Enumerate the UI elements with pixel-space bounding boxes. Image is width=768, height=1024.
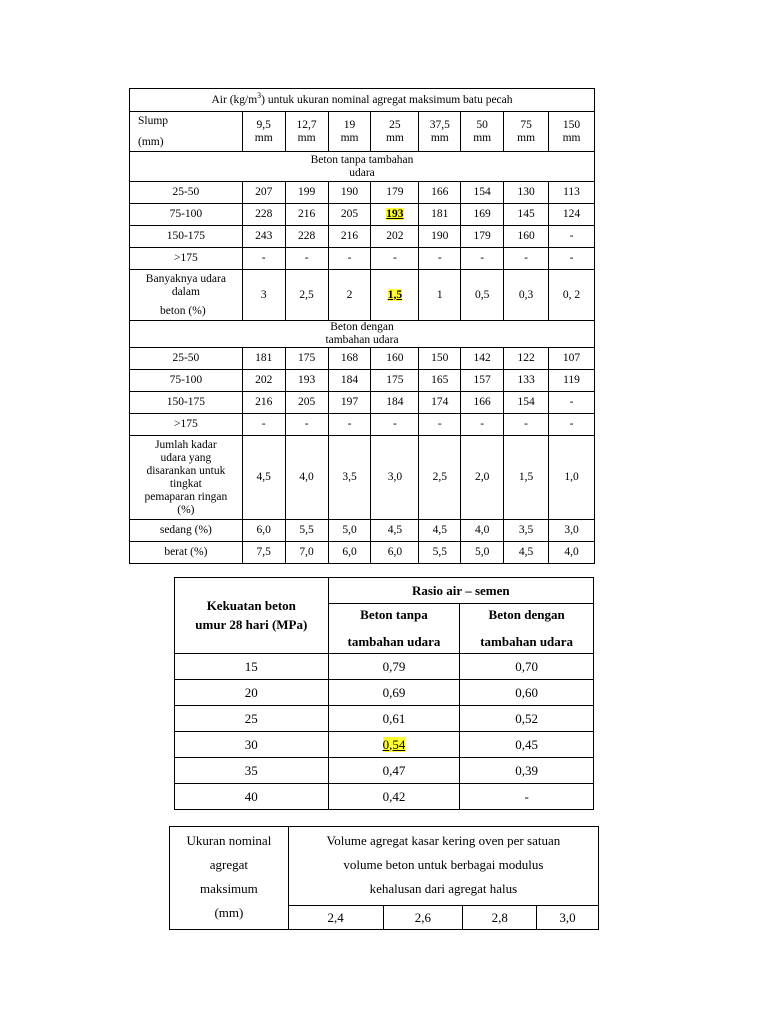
table-cell: 2,4 <box>288 906 383 930</box>
table-cell: tingkat <box>169 477 202 490</box>
recommended-air-label <box>130 436 243 520</box>
table-cell: 0,61 <box>328 706 460 732</box>
table-row <box>130 248 595 270</box>
table-cell: kehalusan dari agregat halus <box>369 881 518 896</box>
table-cell: 20 <box>175 680 329 706</box>
table-cell: 157 <box>461 370 504 392</box>
table-cell: 154 <box>461 182 504 204</box>
table-cell: mm <box>297 131 316 144</box>
table-cell: - <box>549 226 595 248</box>
table-cell: - <box>371 414 419 436</box>
table-cell: 133 <box>504 370 549 392</box>
table-cell: 3,5 <box>328 436 371 520</box>
table-cell: mm <box>473 131 492 144</box>
table-cell: 113 <box>549 182 595 204</box>
table-cell: >175 <box>130 414 243 436</box>
table-cell: 7,0 <box>285 542 328 564</box>
table-cell: - <box>549 414 595 436</box>
table-row <box>130 348 595 370</box>
table-cell: disarankan untuk <box>146 464 226 477</box>
table-cell: 9,5 <box>256 118 271 131</box>
table-cell: 179 <box>461 226 504 248</box>
table-cell: 107 <box>549 348 595 370</box>
ratio-header: Rasio air – semen <box>328 578 593 604</box>
table-cell: 190 <box>328 182 371 204</box>
table-cell: dalam <box>171 285 200 298</box>
table-cell: 75-100 <box>130 204 243 226</box>
table-cell: - <box>504 414 549 436</box>
table-cell: Jumlah kadar <box>155 438 217 451</box>
table-cell: pemaparan ringan <box>144 490 228 503</box>
section-header-non-air <box>130 152 595 182</box>
table-cell: 145 <box>504 204 549 226</box>
table-cell: Air (kg/m <box>211 93 258 106</box>
volume-header <box>288 827 598 906</box>
table-cell: 228 <box>242 204 285 226</box>
table-cell: - <box>460 784 594 810</box>
table-cell: tambahan udara <box>347 634 441 649</box>
table-cell: 184 <box>328 370 371 392</box>
table-cell: 184 <box>371 392 419 414</box>
table-cell: 207 <box>242 182 285 204</box>
table-cell: 3,0 <box>537 906 599 930</box>
table-cell: 169 <box>461 204 504 226</box>
table-cell: 122 <box>504 348 549 370</box>
table-cell: mm <box>517 131 536 144</box>
table-cell: 166 <box>419 182 461 204</box>
table-cell: 50 <box>476 118 488 131</box>
table-cell: - <box>285 414 328 436</box>
table-cell: berat (%) <box>130 542 243 564</box>
table-cell: 205 <box>328 204 371 226</box>
table-cell: 165 <box>419 370 461 392</box>
table-cell: 130 <box>504 182 549 204</box>
table-cell: 174 <box>419 392 461 414</box>
table-cell: 75-100 <box>130 370 243 392</box>
table-cell: - <box>328 414 371 436</box>
table-cell: - <box>549 392 595 414</box>
air-content-label <box>130 270 243 321</box>
table-cell: mm <box>430 131 449 144</box>
table-cell: 175 <box>371 370 419 392</box>
table-cell: 205 <box>285 392 328 414</box>
table-cell: 166 <box>461 392 504 414</box>
size-header <box>549 112 595 152</box>
table-cell: 160 <box>504 226 549 248</box>
size-header <box>371 112 419 152</box>
table-cell: 4,5 <box>504 542 549 564</box>
table-cell: 2,8 <box>463 906 537 930</box>
table-cell: 0, 2 <box>549 270 595 321</box>
table-cell: 0,39 <box>460 758 594 784</box>
table-cell: mm <box>385 131 404 144</box>
coarse-aggregate-volume-table <box>169 826 599 930</box>
highlighted-value: 193 <box>386 208 404 220</box>
table-cell: - <box>242 414 285 436</box>
table-cell: - <box>371 248 419 270</box>
table-cell: 4,5 <box>419 520 461 542</box>
table-cell: 0,69 <box>328 680 460 706</box>
table-row <box>175 680 594 706</box>
table-row <box>130 204 595 226</box>
table-cell: 3,0 <box>371 436 419 520</box>
table-cell: Beton tanpa tambahan <box>310 153 414 166</box>
table-cell: 19 <box>343 118 356 131</box>
table-cell: 0,79 <box>328 654 460 680</box>
table-cell: 25 <box>175 706 329 732</box>
table-cell: 202 <box>371 226 419 248</box>
table-cell: umur 28 hari (MPa) <box>195 617 308 632</box>
table-cell: 6,0 <box>328 542 371 564</box>
table-row <box>130 436 595 520</box>
table-cell: udara <box>349 166 375 179</box>
table-cell: 75 <box>520 118 532 131</box>
table-cell: 2,0 <box>461 436 504 520</box>
table-cell: Ukuran nominal <box>186 833 272 848</box>
table-cell: - <box>328 248 371 270</box>
table-cell: 4,0 <box>549 542 595 564</box>
table-cell: sedang (%) <box>130 520 243 542</box>
table-cell: mm <box>254 131 273 144</box>
table-cell: 0,60 <box>460 680 594 706</box>
size-header <box>461 112 504 152</box>
table-cell: tambahan udara <box>480 634 574 649</box>
table-cell: 0,42 <box>328 784 460 810</box>
table-cell: 25 <box>389 118 401 131</box>
table-cell: 181 <box>242 348 285 370</box>
size-header <box>419 112 461 152</box>
table-cell: 5,5 <box>419 542 461 564</box>
table-cell: 179 <box>371 182 419 204</box>
table-cell: 5,0 <box>328 520 371 542</box>
table-row <box>130 182 595 204</box>
table-cell: 150 <box>419 348 461 370</box>
table-cell: 0,52 <box>460 706 594 732</box>
table-cell: 15 <box>175 654 329 680</box>
table-cell: 190 <box>419 226 461 248</box>
non-air-header <box>328 604 460 654</box>
table-cell: 216 <box>242 392 285 414</box>
table-cell: 2,6 <box>383 906 463 930</box>
table-cell: volume beton untuk berbagai modulus <box>343 857 544 872</box>
highlighted-value: 1,5 <box>387 288 403 301</box>
water-content-table <box>129 88 595 564</box>
table-cell: 4,0 <box>461 520 504 542</box>
table-cell: (%) <box>177 503 195 516</box>
table-cell: 199 <box>285 182 328 204</box>
table-cell: - <box>419 414 461 436</box>
table-cell: 193 <box>285 370 328 392</box>
table-cell: 4,5 <box>371 520 419 542</box>
table-row <box>130 542 595 564</box>
table-cell: 7,5 <box>242 542 285 564</box>
section-header-air-entrained <box>130 321 595 348</box>
table-cell: 2,5 <box>419 436 461 520</box>
table-cell: 5,5 <box>285 520 328 542</box>
table-cell: 243 <box>242 226 285 248</box>
strength-header <box>175 578 329 654</box>
table-cell: mm <box>562 131 581 144</box>
table-row <box>130 370 595 392</box>
table-cell: 3,0 <box>549 520 595 542</box>
table-cell: 5,0 <box>461 542 504 564</box>
table-cell: 6,0 <box>371 542 419 564</box>
table-row <box>130 270 595 321</box>
table-cell: 175 <box>285 348 328 370</box>
table-cell: >175 <box>130 248 243 270</box>
size-header <box>242 112 285 152</box>
table-cell: - <box>285 248 328 270</box>
table-cell: (mm) <box>138 136 164 148</box>
table-cell: 150-175 <box>130 226 243 248</box>
table-cell: 35 <box>175 758 329 784</box>
table-cell: 202 <box>242 370 285 392</box>
table-cell: 2,5 <box>285 270 328 321</box>
table-cell: 25-50 <box>130 348 243 370</box>
table-cell: - <box>504 248 549 270</box>
table-cell: 6,0 <box>242 520 285 542</box>
table-row <box>175 732 594 758</box>
table-row <box>130 226 595 248</box>
table-cell: Slump <box>138 115 169 127</box>
highlighted-value: 0,54 <box>382 736 406 752</box>
table-cell: agregat <box>209 857 249 872</box>
table-cell: maksimum <box>200 881 258 896</box>
table-cell: 30 <box>175 732 329 758</box>
table-cell: 228 <box>285 226 328 248</box>
table-cell: 3 <box>242 270 285 321</box>
table-cell: 1 <box>419 270 461 321</box>
size-header <box>504 112 549 152</box>
table-row <box>130 520 595 542</box>
table-cell: Volume agregat kasar kering oven per satuan <box>326 833 561 848</box>
table-cell: 3,5 <box>504 520 549 542</box>
table1-title <box>130 89 595 112</box>
table-cell: beton (%) <box>160 304 206 317</box>
table-cell: 0,45 <box>460 732 594 758</box>
table-cell: 160 <box>371 348 419 370</box>
table-cell: 25-50 <box>130 182 243 204</box>
table-cell: 40 <box>175 784 329 810</box>
table-cell: Kekuatan beton <box>206 598 296 613</box>
table-row <box>175 706 594 732</box>
table-cell: Banyaknya udara <box>145 272 226 285</box>
table-cell: 2 <box>328 270 371 321</box>
table-cell: 1,0 <box>549 436 595 520</box>
table-cell: 0,70 <box>460 654 594 680</box>
table-cell: mm <box>340 131 359 144</box>
table-cell: - <box>419 248 461 270</box>
table-cell: ) untuk ukuran nominal agregat maksimum batu pecah <box>261 93 513 106</box>
size-header <box>285 112 328 152</box>
table-cell: 3 <box>257 90 262 100</box>
air-entrained-header <box>460 604 594 654</box>
table-cell: 154 <box>504 392 549 414</box>
table-cell: - <box>461 248 504 270</box>
table-cell: 0,3 <box>504 270 549 321</box>
table-row <box>175 758 594 784</box>
size-header <box>328 112 371 152</box>
table-cell: - <box>549 248 595 270</box>
table-cell: Beton tanpa <box>360 607 428 622</box>
table-cell: (mm) <box>214 905 244 920</box>
table-cell: - <box>461 414 504 436</box>
table-cell: Beton dengan <box>330 321 394 333</box>
table-cell: 168 <box>328 348 371 370</box>
table-cell: 216 <box>285 204 328 226</box>
table-cell: 216 <box>328 226 371 248</box>
table-cell: 181 <box>419 204 461 226</box>
slump-header <box>130 112 243 152</box>
table-cell: 124 <box>549 204 595 226</box>
table-row <box>130 392 595 414</box>
table-cell: Beton dengan <box>488 607 565 622</box>
table-cell: 4,5 <box>242 436 285 520</box>
table-cell: 37,5 <box>429 118 450 131</box>
table-cell: - <box>242 248 285 270</box>
table-cell: 142 <box>461 348 504 370</box>
table-cell: 197 <box>328 392 371 414</box>
table-cell: 4,0 <box>285 436 328 520</box>
table-cell: 150 <box>562 118 581 131</box>
table-cell: 1,5 <box>504 436 549 520</box>
table-cell: 0,47 <box>328 758 460 784</box>
table-row <box>175 784 594 810</box>
table-cell: 12,7 <box>296 118 317 131</box>
table-cell: tambahan udara <box>325 334 399 346</box>
water-cement-ratio-table <box>174 577 594 810</box>
table-cell: 150-175 <box>130 392 243 414</box>
table-cell: 119 <box>549 370 595 392</box>
aggregate-size-header <box>170 827 289 930</box>
table-row <box>130 414 595 436</box>
table-row <box>175 654 594 680</box>
table-cell: udara yang <box>160 451 212 464</box>
table-cell: 0,5 <box>461 270 504 321</box>
